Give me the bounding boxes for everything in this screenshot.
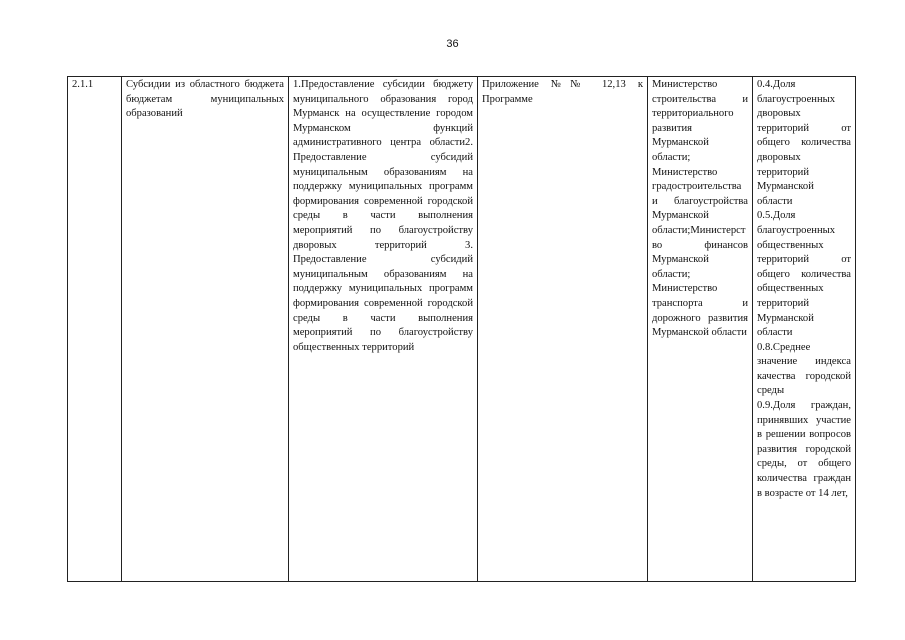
indicator-item: 0.4.Доля благоустроенных дворовых территорий от общего количества дворовых территорий Мурманской области xyxy=(757,79,851,207)
indicator-item: 0.9.Доля граждан, принявших участие в решении вопросов развития городской среды, от общего количества граждан в возрасте от 14 лет, xyxy=(757,400,851,499)
measure-description-cell: 1.Предоставление субсидии бюджету муниципального образования город Мурманск на осуществление городом Мурманском функций административного центра области2. Предоставление субсидий муниципальным образованиям на поддержку муниципальных программ формирования современной городской среды в части выполнения мероприятий по благоустройству дворовых территорий 3. Предоставление субсидий муниципальным образованиям на поддержку муниципальных программ формирования современной городской среды в части выполнения мероприятий по благоустройству общественных территорий xyxy=(289,77,478,582)
row-number-cell: 2.1.1 xyxy=(68,77,122,582)
table-row xyxy=(68,77,856,582)
executors-cell: Министерство строительства и территориального развития Мурманской области; Министерство градостроительства и благоустройства Мурманской области;Министерство финансов Мурманской области; Министерство транспорта и дорожного развития Мурманской области xyxy=(648,77,753,582)
measure-name-cell: Субсидии из областного бюджета бюджетам муниципальных образований xyxy=(122,77,289,582)
page-number: 36 xyxy=(446,38,459,50)
indicators-cell xyxy=(753,77,856,582)
program-measures-table xyxy=(67,76,856,582)
indicator-item: 0.5.Доля благоустроенных общественных территорий от общего количества общественных территорий Мурманской области xyxy=(757,210,851,339)
indicator-item: 0.8.Среднее значение индекса качества городской среды xyxy=(757,341,851,397)
program-reference-cell: Приложение №№ 12,13 к Программе xyxy=(478,77,648,582)
